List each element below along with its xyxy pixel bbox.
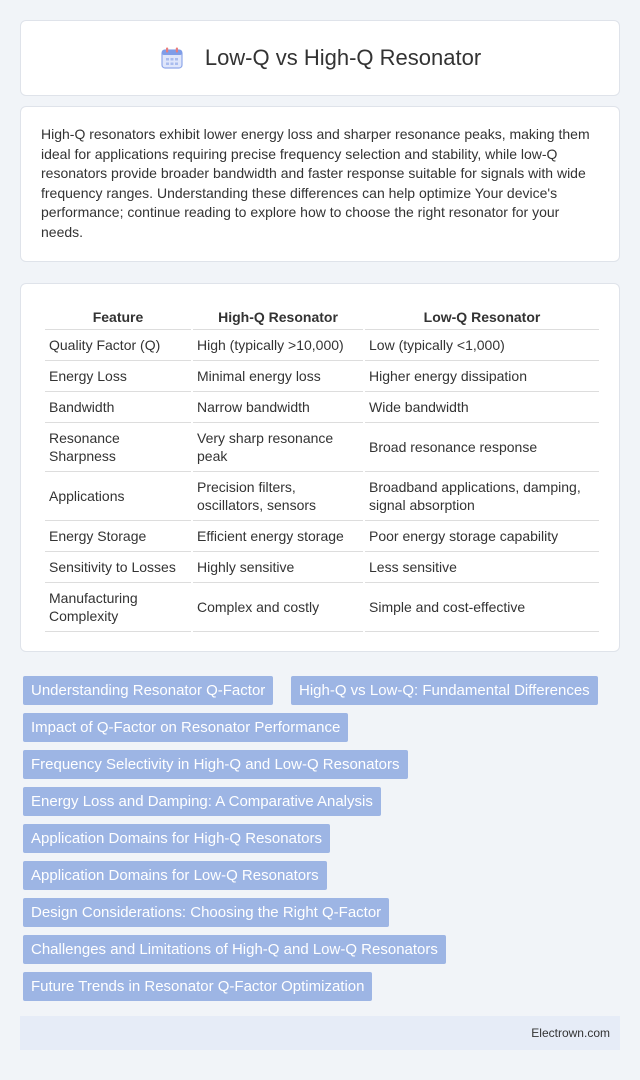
table-cell: Very sharp resonance peak (193, 423, 363, 472)
calendar-icon (159, 45, 185, 71)
table-header-high-q: High-Q Resonator (193, 304, 363, 330)
footer-site-name: Electrown.com (531, 1026, 610, 1040)
topic-link-future-trends[interactable]: Future Trends in Resonator Q-Factor Optimization (23, 972, 372, 1001)
topic-link-frequency-selectivity[interactable]: Frequency Selectivity in High-Q and Low-Q Resonators (23, 750, 408, 779)
table-cell: Minimal energy loss (193, 361, 363, 392)
table-row (45, 552, 599, 583)
topic-link-impact-on-performance[interactable]: Impact of Q-Factor on Resonator Performance (23, 713, 348, 742)
table-cell: Bandwidth (45, 392, 191, 423)
table-row (45, 330, 599, 361)
table-cell: Precision filters, oscillators, sensors (193, 472, 363, 521)
footer (20, 1016, 620, 1050)
table-row (45, 583, 599, 632)
table-cell: Poor energy storage capability (365, 521, 599, 552)
topic-link-understanding-q-factor[interactable]: Understanding Resonator Q-Factor (23, 676, 273, 705)
table-row (45, 521, 599, 552)
table-cell: Energy Storage (45, 521, 191, 552)
topic-link-design-considerations[interactable]: Design Considerations: Choosing the Right Q-Factor (23, 898, 389, 927)
table-cell: Manufacturing Complexity (45, 583, 191, 632)
table-row (45, 392, 599, 423)
comparison-table-card (20, 283, 620, 652)
table-cell: Broad resonance response (365, 423, 599, 472)
header-card (20, 20, 620, 96)
table-cell: Complex and costly (193, 583, 363, 632)
table-cell: Higher energy dissipation (365, 361, 599, 392)
intro-card (20, 106, 620, 262)
topic-link-energy-loss-damping[interactable]: Energy Loss and Damping: A Comparative Analysis (23, 787, 381, 816)
table-cell: Efficient energy storage (193, 521, 363, 552)
table-cell: Sensitivity to Losses (45, 552, 191, 583)
title-wrap (159, 45, 481, 71)
topic-link-low-q-applications[interactable]: Application Domains for Low-Q Resonators (23, 861, 327, 890)
table-cell: Broadband applications, damping, signal absorption (365, 472, 599, 521)
table-header-low-q: Low-Q Resonator (365, 304, 599, 330)
table-row (45, 423, 599, 472)
table-cell: Applications (45, 472, 191, 521)
table-cell: Energy Loss (45, 361, 191, 392)
page-title: Low-Q vs High-Q Resonator (204, 45, 482, 70)
table-header-row (45, 304, 599, 330)
table-cell: Resonance Sharpness (45, 423, 191, 472)
topic-link-fundamental-differences[interactable]: High-Q vs Low-Q: Fundamental Differences (291, 676, 598, 705)
table-cell: High (typically >10,000) (193, 330, 363, 361)
topic-link-high-q-applications[interactable]: Application Domains for High-Q Resonators (23, 824, 330, 853)
table-header-feature: Feature (45, 304, 191, 330)
table-cell: Quality Factor (Q) (45, 330, 191, 361)
table-row (45, 472, 599, 521)
table-cell: Narrow bandwidth (193, 392, 363, 423)
table-cell: Highly sensitive (193, 552, 363, 583)
table-row (45, 361, 599, 392)
table-cell: Wide bandwidth (365, 392, 599, 423)
table-cell: Simple and cost-effective (365, 583, 599, 632)
intro-text: High-Q resonators exhibit lower energy loss and sharper resonance peaks, making them ideal for applications requiring precise frequency selection and stability, while low-Q resonators provide broader bandwidth and faster response suitable for signals with wide frequency ranges. Understanding these differences can help optimize Your device's performance; continue reading to explore how to choose the right resonator for your needs. (41, 126, 590, 240)
table-cell: Less sensitive (365, 552, 599, 583)
topic-link-challenges-limitations[interactable]: Challenges and Limitations of High-Q and Low-Q Resonators (23, 935, 446, 964)
comparison-table (43, 304, 601, 632)
table-cell: Low (typically <1,000) (365, 330, 599, 361)
